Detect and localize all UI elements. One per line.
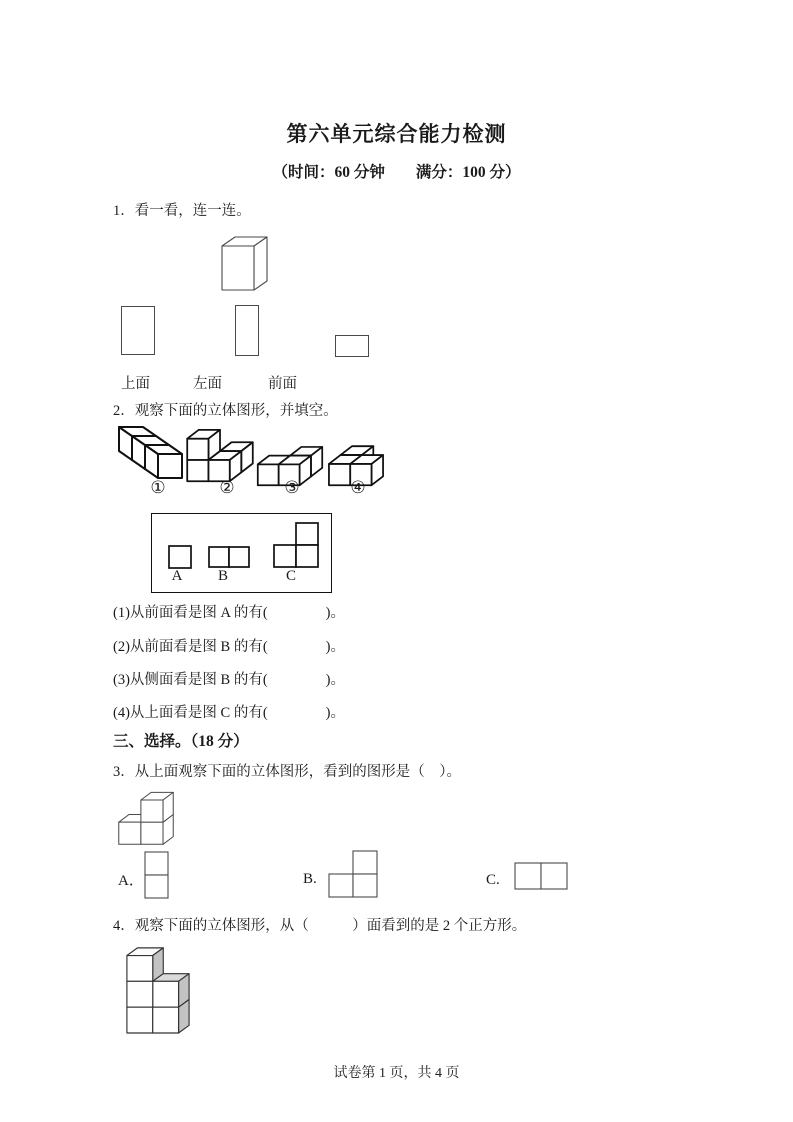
figure-number-2: ② <box>219 478 235 497</box>
view-label-top: 上面 <box>121 376 150 392</box>
section-3-heading: 三、选择。（18 分） <box>113 733 249 750</box>
option-b-shape <box>328 849 379 899</box>
option-a-label: A． <box>118 873 144 889</box>
option-b-label: B. <box>303 871 317 887</box>
sub-question-1: (1)从前面看是图 A 的有( )。 <box>113 605 345 621</box>
view-rect-left <box>235 305 259 356</box>
option-c-label: C. <box>486 872 500 888</box>
page-footer: 试卷第 1 页，共 4 页 <box>333 1066 460 1081</box>
shape-b <box>208 546 250 569</box>
view-label-front: 前面 <box>268 376 297 392</box>
option-a-shape <box>144 851 170 901</box>
option-c-shape <box>514 862 569 890</box>
figure-number-1: ① <box>150 478 166 497</box>
page-title: 第六单元综合能力检测 <box>286 122 507 146</box>
view-rect-front <box>335 335 369 357</box>
view-label-left: 左面 <box>193 376 222 392</box>
cube-figure-1 <box>116 426 184 480</box>
sub-question-4: (4)从上面看是图 C 的有( )。 <box>113 705 345 721</box>
shape-c <box>273 522 320 569</box>
view-rect-top <box>121 306 155 355</box>
answer-shapes-box <box>151 513 332 593</box>
question-4-text: 4．观察下面的立体图形，从（ ）面看到的是 2 个正方形。 <box>113 918 527 934</box>
question-2-text: 2．观察下面的立体图形，并填空。 <box>113 403 338 419</box>
question-3-figure <box>117 783 175 846</box>
shape-label-b: B <box>217 568 228 584</box>
sub-question-2: (2)从前面看是图 B 的有( )。 <box>113 639 345 655</box>
question-1-text: 1．看一看，连一连。 <box>113 203 251 219</box>
shape-label-a: A <box>171 568 183 584</box>
shape-a <box>168 545 192 569</box>
question-3-text: 3．从上面观察下面的立体图形，看到的图形是（ ）。 <box>113 764 461 780</box>
exam-info: （时间：60 分钟 满分：100 分） <box>272 164 521 181</box>
cube-figure-2 <box>185 421 255 483</box>
question-4-figure <box>125 944 191 1034</box>
shape-label-c: C <box>285 568 296 584</box>
cuboid-figure <box>220 230 270 292</box>
figure-number-4: ④ <box>350 478 366 497</box>
figure-number-3: ③ <box>284 478 300 497</box>
sub-question-3: (3)从侧面看是图 B 的有( )。 <box>113 672 345 688</box>
